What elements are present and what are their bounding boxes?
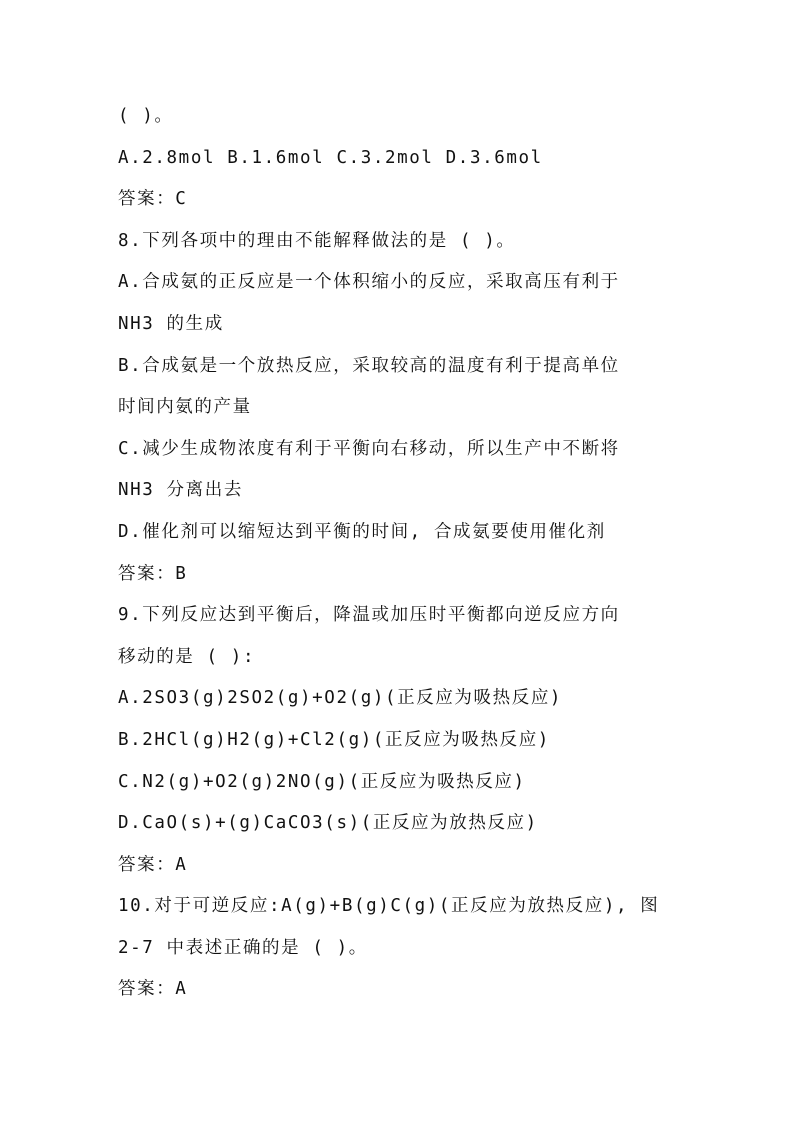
text-line: A.合成氨的正反应是一个体积缩小的反应，采取高压有利于 [118,272,620,293]
text-line: NH3 分离出去 [118,480,243,501]
text-line: C.减少生成物浓度有利于平衡向右移动，所以生产中不断将 [118,438,620,459]
text-line: ( )。 [118,106,174,126]
text-line: B.2HCl(g)H2(g)+Cl2(g)(正反应为吸热反应) [118,729,550,750]
text-line: 答案：C [118,189,188,210]
text-line: B.合成氨是一个放热反应，采取较高的温度有利于提高单位 [118,355,620,376]
text-line: 10.对于可逆反应:A(g)+B(g)C(g)(正反应为放热反应), 图 [118,896,660,917]
text-line: D.CaO(s)+(g)CaCO3(s)(正反应为放热反应) [118,813,538,834]
text-line: A.2.8mol B.1.6mol C.3.2mol D.3.6mol [118,147,543,168]
text-line: 9.下列反应达到平衡后，降温或加压时平衡都向逆反应方向 [118,605,620,626]
text-line: 8.下列各项中的理由不能解释做法的是 ( )。 [118,230,516,251]
text-line: NH3 的生成 [118,313,224,334]
text-line: 2-7 中表述正确的是 ( )。 [118,937,368,958]
text-line: 答案：A [118,854,188,875]
text-line: 时间内氨的产量 [118,397,252,418]
text-line: D.催化剂可以缩短达到平衡的时间, 合成氨要使用催化剂 [118,521,606,542]
text-line: A.2SO3(g)2SO2(g)+O2(g)(正反应为吸热反应) [118,688,563,709]
text-line: C.N2(g)+O2(g)2NO(g)(正反应为吸热反应) [118,771,526,792]
text-line: 答案：B [118,563,188,584]
text-line: 答案：A [118,979,188,1000]
text-line: 移动的是 ( ): [118,646,256,667]
document-text [118,96,678,1011]
